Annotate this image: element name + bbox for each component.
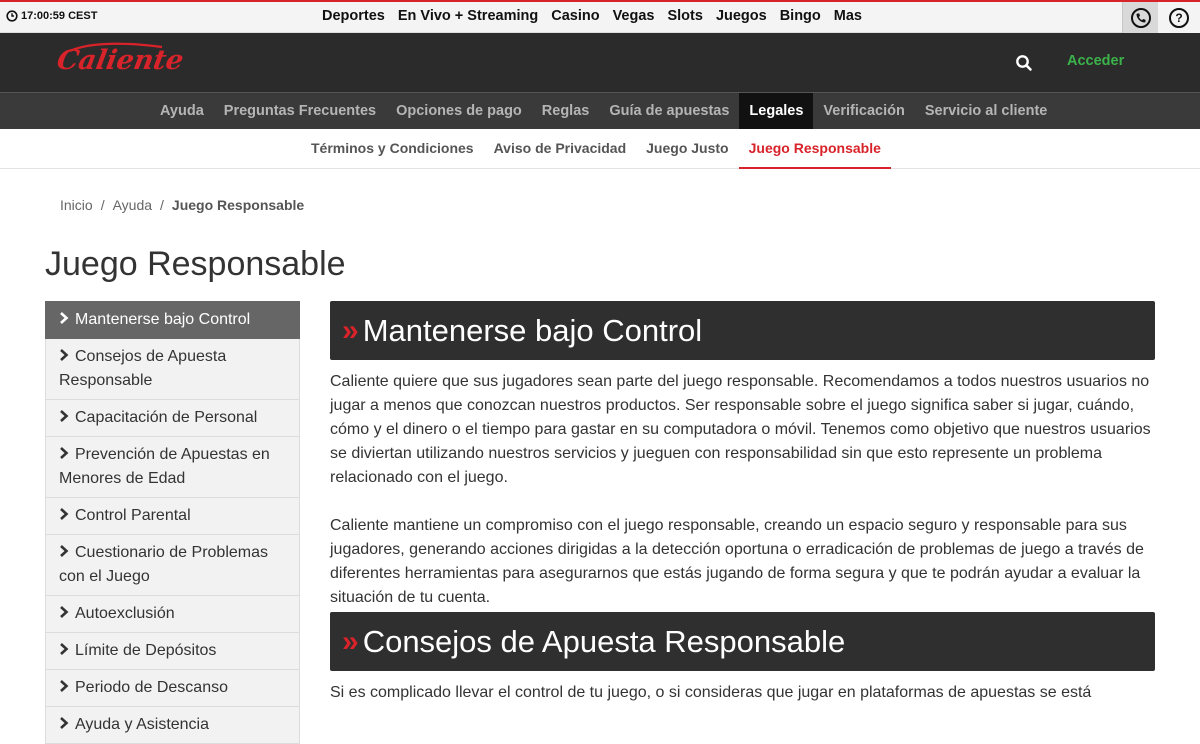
breadcrumb-inicio[interactable]: Inicio	[60, 197, 93, 213]
help-nav-verificacion[interactable]: Verificación	[823, 103, 905, 119]
sidebar-item-ayuda-y-asistencia[interactable]	[45, 707, 300, 744]
help-nav-preguntas-frecuentes[interactable]: Preguntas Frecuentes	[223, 103, 377, 119]
chevron-right-icon	[59, 679, 69, 693]
section-marker: »	[342, 624, 359, 658]
breadcrumb-separator: /	[100, 197, 105, 213]
chevron-right-icon	[59, 507, 69, 521]
tab-aviso-de-privacidad[interactable]: Aviso de Privacidad	[493, 140, 627, 156]
breadcrumb-separator: /	[160, 197, 164, 213]
sidebar-item-label: Autoexclusión	[75, 605, 175, 622]
chevron-right-icon	[59, 446, 69, 460]
phone-button[interactable]	[1122, 2, 1158, 33]
chevron-right-icon	[59, 605, 69, 619]
help-button[interactable]	[1158, 2, 1200, 33]
section-header	[330, 612, 1155, 671]
sidebar-item-consejos-de-apuesta[interactable]	[45, 339, 300, 400]
login-button[interactable]: Acceder	[1067, 53, 1125, 69]
top-utility-bar	[0, 0, 1200, 33]
sidebar-item-autoexclusion[interactable]	[45, 596, 300, 633]
sidebar-item-label: Mantenerse bajo Control	[75, 311, 251, 328]
nav-deportes[interactable]: Deportes	[322, 8, 385, 24]
sidebar-item-label: Control Parental	[75, 507, 191, 524]
section-paragraph: Si es complicado llevar el control de tu juego, o si consideras que jugar en plataformas de apuestas se está	[330, 684, 1092, 701]
chevron-right-icon	[59, 409, 69, 423]
nav-vegas[interactable]: Vegas	[612, 8, 655, 24]
sidebar-item-label: Periodo de Descanso	[75, 679, 228, 696]
caliente-logo[interactable]	[54, 39, 187, 81]
help-nav-guia-de-apuestas[interactable]: Guía de apuestas	[609, 103, 730, 119]
clock-time: 17:00:59 CEST	[21, 10, 98, 22]
section-title: Mantenerse bajo Control	[362, 312, 703, 348]
svg-text:Caliente: Caliente	[54, 44, 187, 76]
chevron-right-icon	[59, 311, 69, 325]
chevron-right-icon	[59, 348, 69, 362]
sidebar-item-label: Capacitación de Personal	[75, 409, 258, 426]
sidebar-item-capacitacion-de-personal[interactable]	[45, 400, 300, 437]
breadcrumb	[60, 197, 304, 213]
help-nav-reglas[interactable]: Reglas	[541, 103, 590, 119]
section-paragraph: Caliente quiere que sus jugadores sean parte del juego responsable. Recomendamos a todos nuestros usuarios no jugar a menos que conozcan nuestros productos. Ser responsable sobre el juego significa saber si jugar, cuándo, cómo y el dinero o el tiempo para gastar en su computadora o móvil. Tenemos como objetivo que nuestros usuarios se diviertan utilizando nuestros servicios y jueguen con responsabilidad sin que esto represente un problema relacionado con el juego.	[330, 373, 1151, 486]
main-content	[330, 301, 1155, 705]
section-header	[330, 301, 1155, 360]
server-clock	[6, 10, 97, 22]
sidebar-item-cuestionario[interactable]	[45, 535, 300, 596]
sidebar-item-label: Cuestionario de Problemas con el Juego	[59, 544, 268, 585]
nav-casino[interactable]: Casino	[551, 8, 600, 24]
page-title: Juego Responsable	[45, 245, 346, 283]
help-nav-legales[interactable]: Legales	[739, 93, 813, 130]
main-nav	[322, 8, 862, 24]
breadcrumb-ayuda[interactable]: Ayuda	[112, 197, 153, 213]
chevron-right-icon	[59, 544, 69, 558]
breadcrumb-current: Juego Responsable	[171, 197, 305, 213]
help-nav-opciones-de-pago[interactable]: Opciones de pago	[396, 103, 522, 119]
nav-juegos[interactable]: Juegos	[715, 8, 767, 24]
tab-terminos-y-condiciones[interactable]: Términos y Condiciones	[311, 140, 474, 156]
legal-subnav	[0, 129, 1200, 169]
search-icon[interactable]	[1014, 53, 1034, 73]
help-nav	[0, 92, 1200, 129]
site-header	[0, 33, 1200, 92]
help-nav-ayuda[interactable]: Ayuda	[160, 103, 204, 119]
section-title: Consejos de Apuesta Responsable	[362, 623, 846, 659]
clock-icon	[6, 10, 18, 22]
section-marker: »	[342, 313, 359, 347]
help-icon	[1169, 8, 1189, 28]
top-icon-group	[1122, 2, 1200, 33]
sidebar-item-label: Límite de Depósitos	[75, 642, 217, 659]
sidebar-item-label: Consejos de Apuesta Responsable	[59, 348, 227, 389]
nav-slots[interactable]: Slots	[667, 8, 703, 24]
sidebar-item-label: Prevención de Apuestas en Menores de Edad	[59, 446, 270, 487]
sidebar-item-label: Ayuda y Asistencia	[75, 716, 210, 733]
nav-mas[interactable]: Mas	[833, 8, 862, 24]
sidebar-item-mantenerse-bajo-control[interactable]	[45, 301, 300, 339]
section-paragraph: Caliente mantiene un compromiso con el juego responsable, creando un espacio seguro y responsable para sus jugadores, generando acciones dirigidas a la detección oportuna o erradicación de problemas de juego a través de diferentes herramientas para asegurarnos que estás jugando de forma segura y que te podrán ayudar a evaluar la situación de tu cuenta.	[330, 517, 1144, 606]
sidebar-item-limite-de-depositos[interactable]	[45, 633, 300, 670]
phone-icon	[1131, 8, 1151, 28]
sidebar-item-prevencion-menores[interactable]	[45, 437, 300, 498]
help-glyph: ?	[1175, 10, 1183, 25]
nav-en-vivo-streaming[interactable]: En Vivo + Streaming	[397, 8, 539, 24]
nav-bingo[interactable]: Bingo	[779, 8, 821, 24]
sidebar	[45, 301, 300, 744]
chevron-right-icon	[59, 642, 69, 656]
help-nav-servicio-al-cliente[interactable]: Servicio al cliente	[924, 103, 1048, 119]
sidebar-item-periodo-de-descanso[interactable]	[45, 670, 300, 707]
chevron-right-icon	[59, 716, 69, 730]
tab-juego-justo[interactable]: Juego Justo	[646, 140, 729, 156]
sidebar-item-control-parental[interactable]	[45, 498, 300, 535]
tab-juego-responsable[interactable]: Juego Responsable	[739, 129, 891, 169]
